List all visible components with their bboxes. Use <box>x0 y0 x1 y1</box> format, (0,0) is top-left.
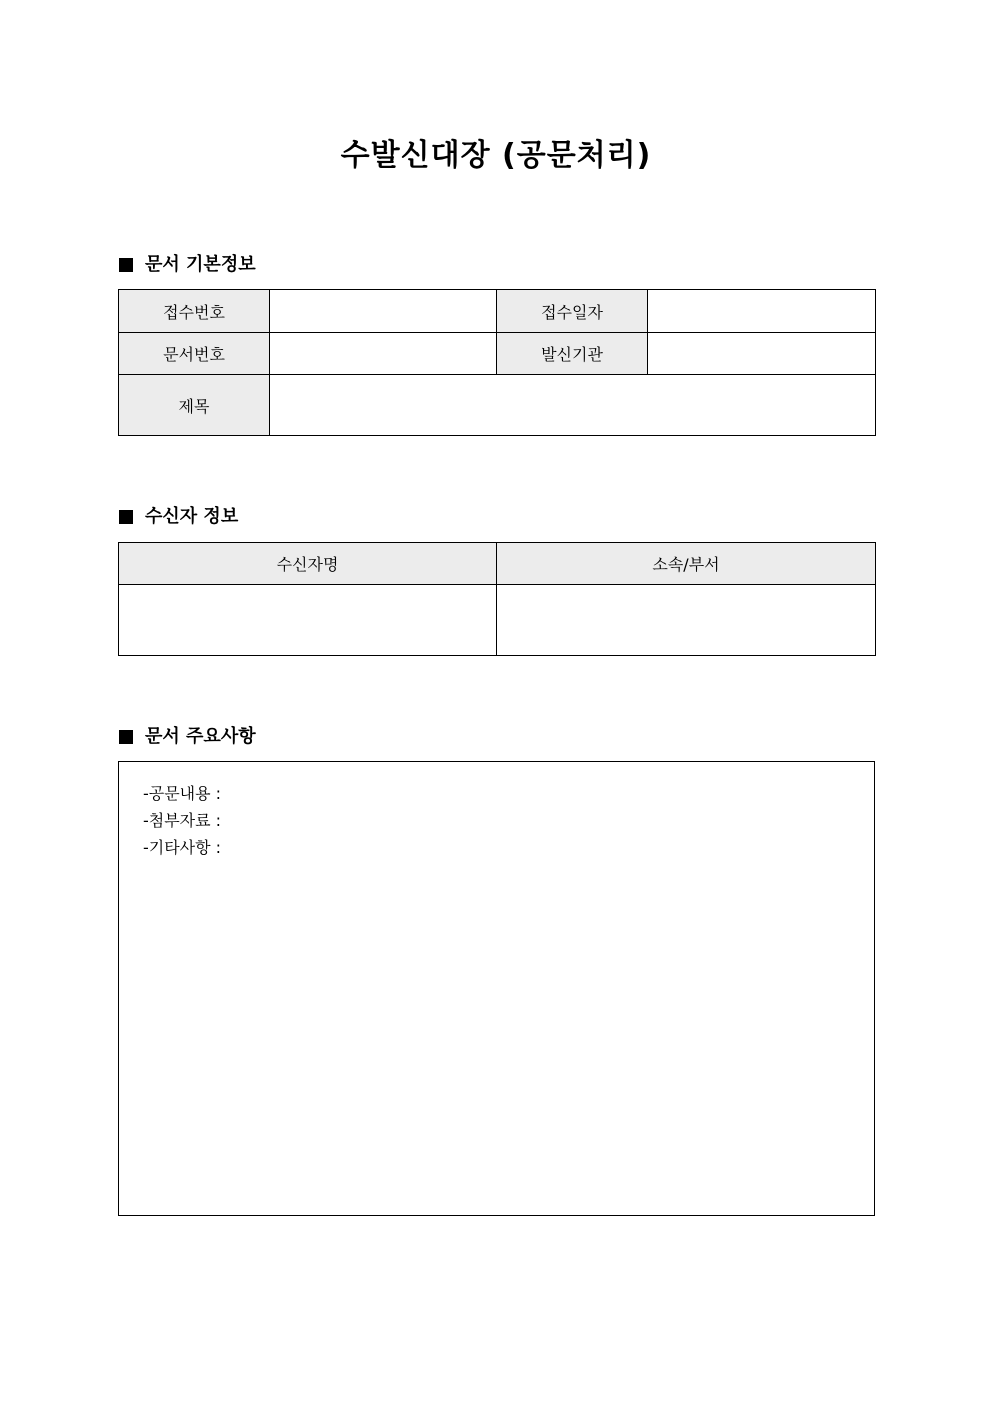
basic-info-table <box>118 289 876 436</box>
recipient-name-field[interactable] <box>119 585 497 656</box>
note-item-other: -기타사항 : <box>143 838 222 857</box>
section-heading-label: 수신자 정보 <box>145 506 239 527</box>
receipt-date-field[interactable] <box>648 290 876 333</box>
section-heading-recipient-info <box>119 504 238 530</box>
document-number-field[interactable] <box>270 333 497 375</box>
table-row <box>119 585 876 656</box>
receipt-number-label: 접수번호 <box>119 290 270 333</box>
receipt-date-label: 접수일자 <box>497 290 648 333</box>
table-row <box>119 333 876 375</box>
subject-label: 제목 <box>119 375 270 436</box>
sender-organization-field[interactable] <box>648 333 876 375</box>
department-header: 소속/부서 <box>497 543 876 585</box>
subject-field[interactable] <box>270 375 876 436</box>
section-heading-key-notes <box>119 724 256 750</box>
section-heading-basic-info <box>119 252 256 278</box>
square-bullet-icon <box>119 510 133 524</box>
key-notes-box[interactable] <box>118 761 875 1216</box>
table-row <box>119 543 876 585</box>
department-field[interactable] <box>497 585 876 656</box>
square-bullet-icon <box>119 258 133 272</box>
recipient-info-table <box>118 542 876 656</box>
table-row <box>119 290 876 333</box>
table-row <box>119 375 876 436</box>
recipient-name-header: 수신자명 <box>119 543 497 585</box>
sender-organization-label: 발신기관 <box>497 333 648 375</box>
note-item-attachments: -첨부자료 : <box>143 811 222 830</box>
section-heading-label: 문서 기본정보 <box>145 254 256 275</box>
document-number-label: 문서번호 <box>119 333 270 375</box>
key-notes-list <box>143 780 221 861</box>
receipt-number-field[interactable] <box>270 290 497 333</box>
page-title: 수발신대장 (공문처리) <box>340 138 652 173</box>
square-bullet-icon <box>119 730 133 744</box>
note-item-content: -공문내용 : <box>143 784 222 803</box>
section-heading-label: 문서 주요사항 <box>145 726 256 747</box>
